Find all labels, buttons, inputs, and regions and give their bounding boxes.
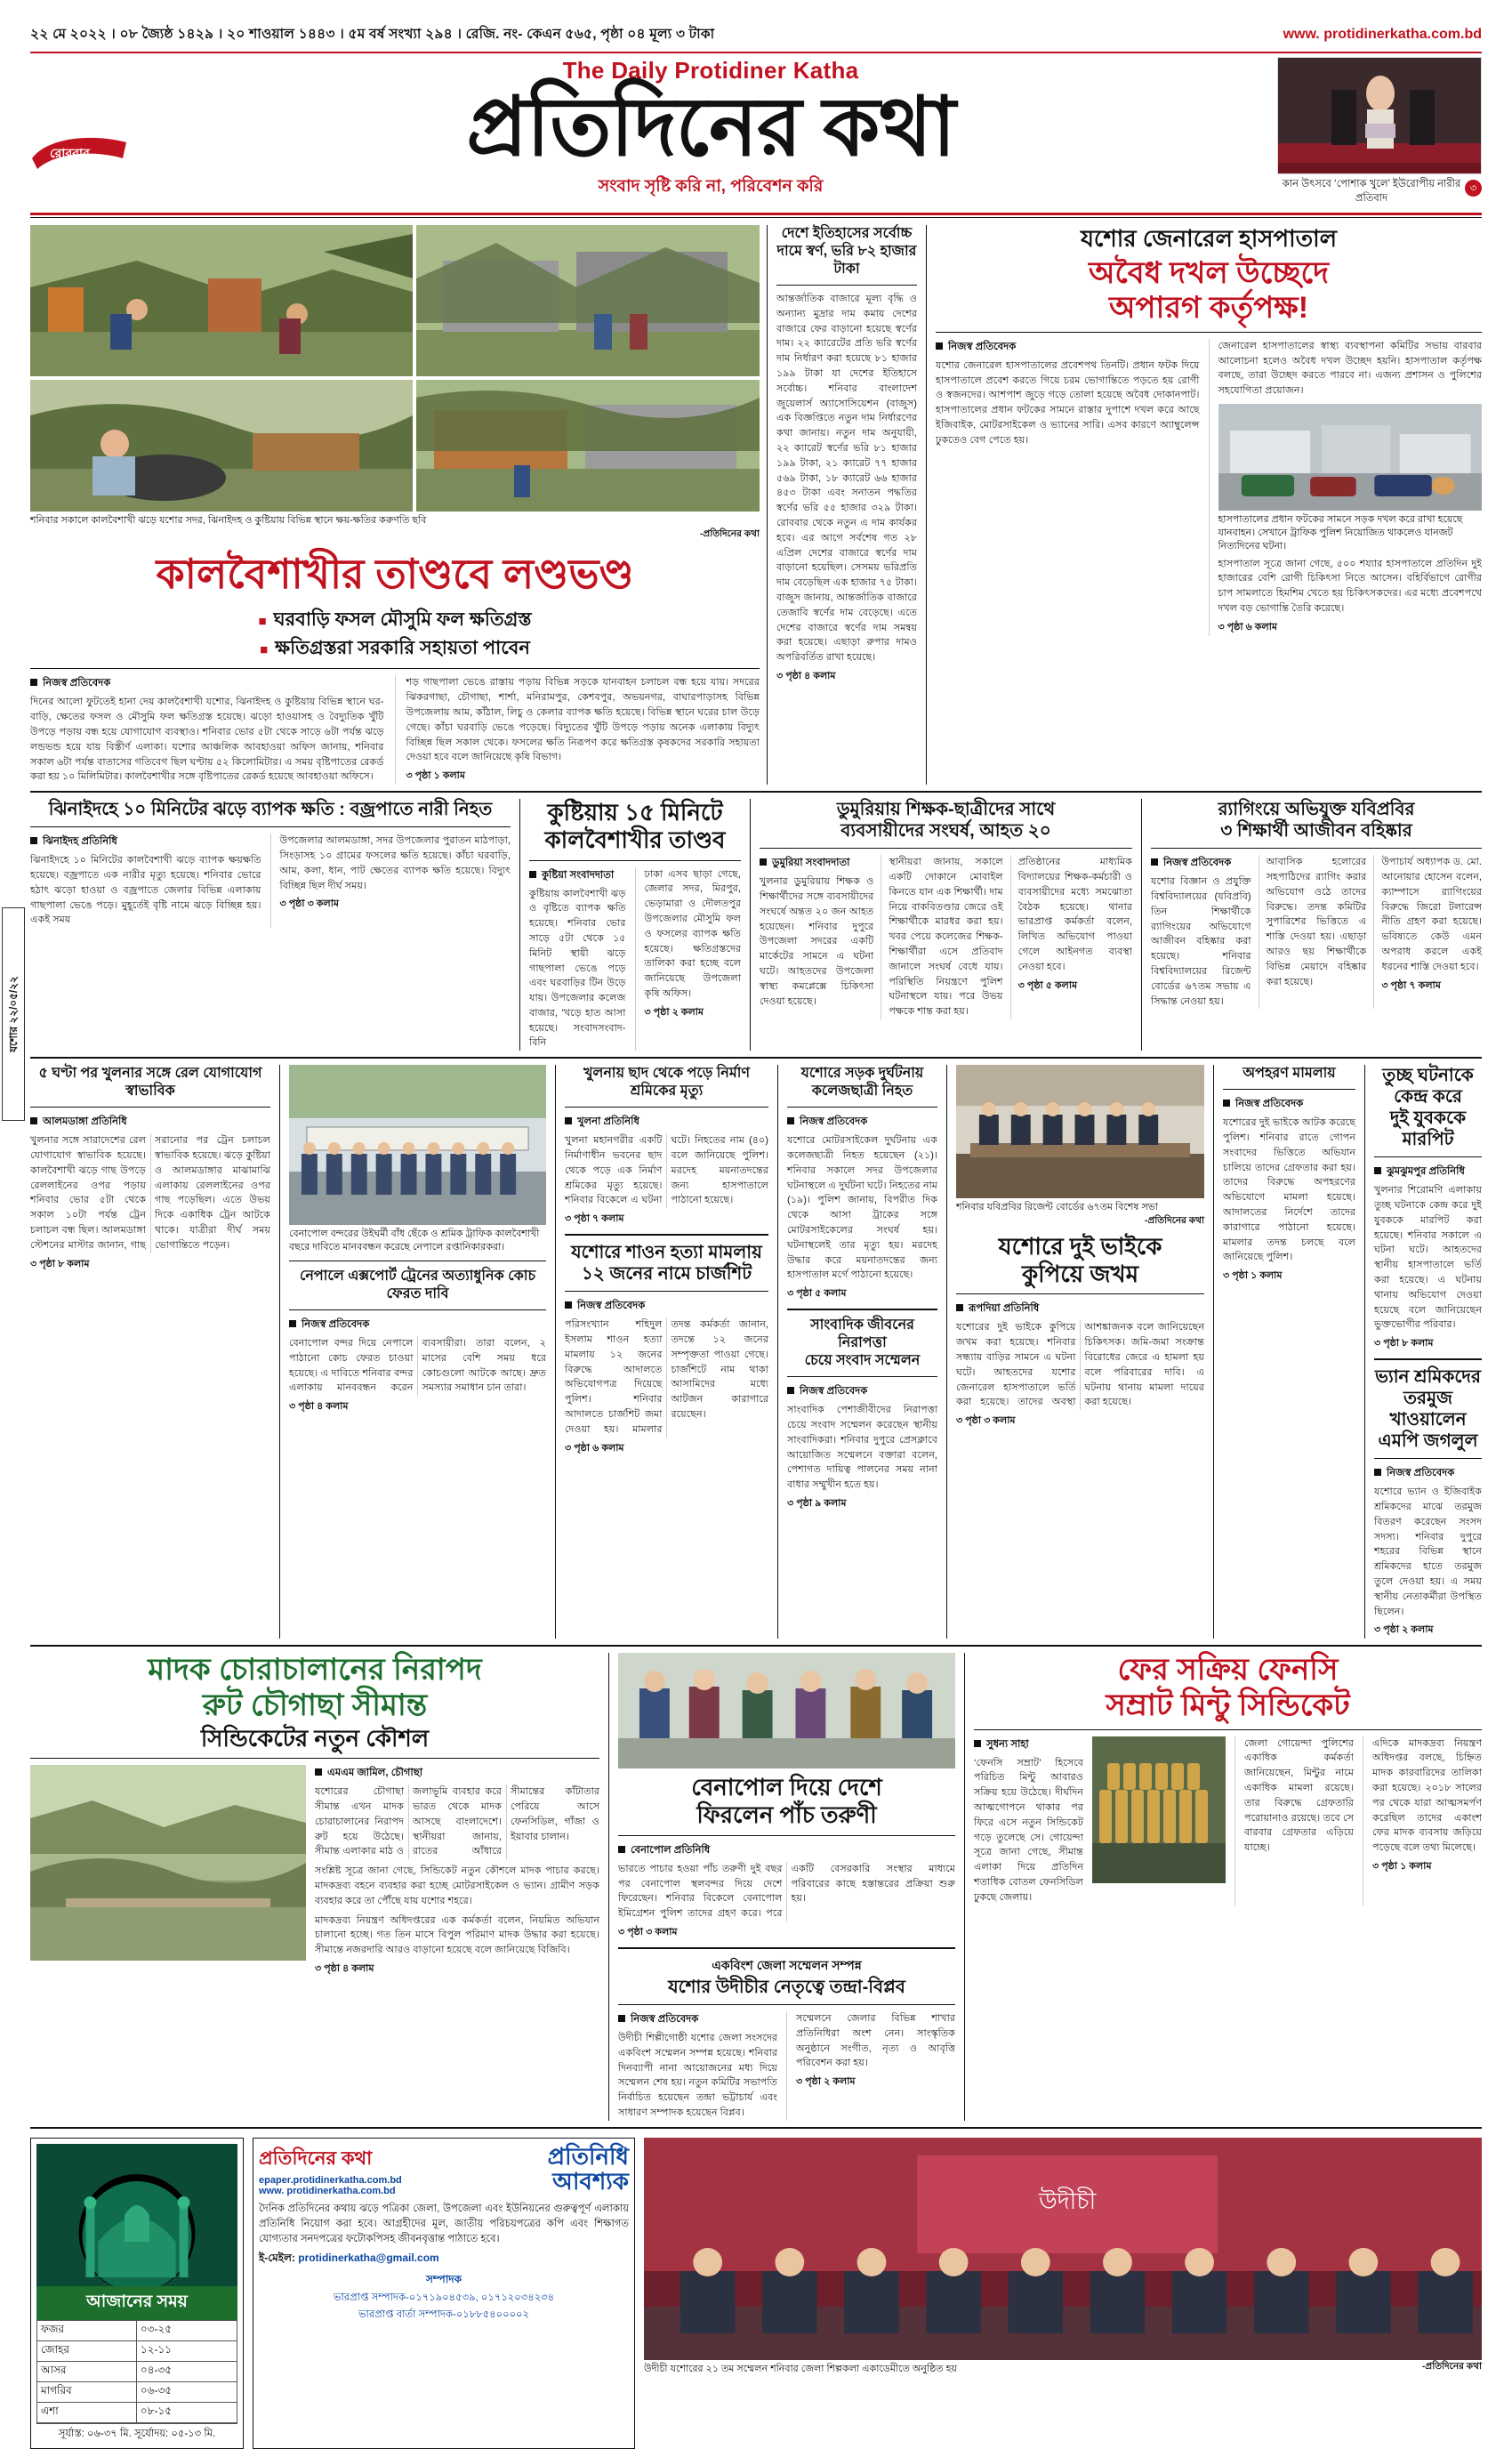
brothers-body: যশোরের দুই ভাইকে কুপিয়ে জখম করা হয়েছে। শনিবার সন্ধ্যায় বাড়ির সামনে এ ঘটনা ঘটে। আহতদের যশোর জেনারেল হাসপাতালে ভর্তি করা হয়েছে। তাদের অবস্থা আশঙ্কাজনক বলে জানিয়েছেন চিকিৎসক। জমি-জমা সংক্রান্ত বিরোধের জেরে এ হামলা হয় বলে পরিবারের দাবি। এ ঘটনায় থানায় মামলা দায়ের করা হয়েছে। [956, 1322, 1204, 1408]
ragging-continuation: ৩ পৃষ্ঠা ৭ কলাম [1381, 979, 1441, 991]
storm-regional-block [30, 799, 511, 1051]
ragging-body [1151, 855, 1482, 1009]
lead-photo-caption-text: শনিবার সকালে কালবৈশাখী ঝড়ে যশোর সদর, ঝিনাইদহ ও কুষ্টিয়ায় বিভিন্ন স্থানে ক্ষয়-ক্ষতির করুণতি ছবি [30, 515, 427, 527]
teachers-col-2 [881, 855, 1002, 1019]
ragging-text-2: আবাসিক হলোরের সহপাঠিদের র‌্যাগিং করার অভিযোগ ওঠে তাদের বিরুদ্ধে। তদন্ত কমিটির সুপারিশের ভিত্তিতে এ শাস্তি দেওয়া হয়। এছাড়া আরও ছয় শিক্ষার্থীকে বিভিন্ন মেয়াদে বহিষ্কার করা হয়েছে। [1266, 857, 1367, 987]
railway-body: খুলনার সঙ্গে সারাদেশের রেল যোগাযোগ স্বাভাবিক হয়েছে। কালবৈশাখী ঝড়ে গাছ উপড়ে রেললাইনের ওপর পড়ায় শনিবার ভোর ৫টা থেকে সকাল ১০টা পর্যন্ত ট্রেন চলাচল বন্ধ ছিল। আলমডাঙ্গা স্টেশনের মাস্টার জানান, গাছ সরানোর পর ট্রেন চলাচল স্বাভাবিক হয়েছে। ঝড়ে কুষ্টিয়া ও আলমডাঙ্গার মাঝামাঝি এলাকায় রেললাইনের ওপর গাছ পড়েছিল। এতে উভয় দিকে একাধিক ট্রেন আটকে থাকে। যাত্রীরা দীর্ঘ সময় ভোগান্তিতে পড়েন। [30, 1135, 270, 1251]
meeting-photo-credit: -প্রতিদিনের কথা [1144, 1215, 1204, 1227]
benapole-byline: বেনাপোল প্রতিনিধি [618, 1842, 955, 1859]
accident-divider [787, 1107, 937, 1108]
kushtia-text-1: কুষ্টিয়ায় কালবৈশাখী ঝড় ও বৃষ্টিতে ব্যাপক ক্ষতি হয়েছে। শনিবার ভোর সাড়ে ৫টা থেকে ১৫ মিনিট স্থায়ী ঝড়ে গাছপালা ভেঙে পড়ে এবং ঘরবাড়ির টিন উড়ে যায়। উপজেলার কলেজ বাজার, ’খড়ে হাত আসা হয়েছে। সংবাদসংবাদ-বিনি [529, 888, 626, 1049]
melon-headline-2: খাওয়ালেন এমপি জগলুল [1378, 1410, 1478, 1452]
murder-headline-2: ১২ জনের নামে চার্জশিট [581, 1264, 752, 1285]
lead-photo-3 [30, 380, 413, 512]
hospital-text-1: যশোর জেনারেল হাসপাতালের প্রবেশপথ তিনটি। প্রধান ফটক দিয়ে হাসপাতালে প্রবেশ করতে গিয়ে চরম ভোগান্তিতে পড়তে হয় রোগী ও স্বজনদের। আশপাশ জুড়ে গড়ে তোলা হয়েছে অবৈধ দোকানপাট। হাসপাতালের প্রধান ফটকের সামনে রাস্তার দুপাশে দখল করে আছে ইজিবাইক, মোটরসাইকেল ও ভ্যানের সারি। এসব কারণে অ্যাম্বুলেন্স ঢুকতেও বেগ পেতে হয়। [936, 359, 1200, 446]
safelife-divider-top [787, 1309, 937, 1310]
udichi-headline: যশোর উদীচীর নেতৃত্বে তন্দ্রা-বিপ্লব [668, 1977, 905, 1997]
teachers-col-1 [760, 855, 873, 1019]
gold-divider [776, 285, 917, 286]
teachers-byline: ডুমুরিয়া সংবাদদাতা [760, 855, 873, 872]
teachers-body [760, 855, 1132, 1019]
melon-headline-1: ভ্যান শ্রমিকদের তরমুজ [1375, 1367, 1481, 1409]
gold-headline: দেশে ইতিহাসের সর্বোচ্চ দামে স্বর্ণ, ভরি ৮২ হাজার টাকা [776, 226, 917, 278]
trash-headline-1: তুচ্ছ ঘটনাকে কেন্দ্র করে [1382, 1066, 1474, 1108]
hospital-headline-1: অবৈধ দখল উচ্ছেদে [1089, 255, 1329, 290]
accident-block [777, 1065, 937, 1639]
ad-editor-label: সম্পাদক [425, 2273, 462, 2286]
ad-header [259, 2144, 629, 2196]
second-band [30, 799, 1482, 1051]
masthead-photo-caption [1277, 178, 1482, 205]
ad-title-line-2: আবশ্যক [552, 2168, 629, 2195]
melon-divider-top [1374, 1358, 1482, 1360]
ragging-divider [1151, 848, 1482, 849]
fensi-divider [974, 1729, 1482, 1730]
udichi-divider [618, 2004, 955, 2005]
trash-melon-block [1364, 1065, 1482, 1639]
ad-epaper-url-2[interactable]: www. protidinerkatha.com.bd [259, 2185, 396, 2196]
hospital-kicker: যশোর জেনারেল হাসপাতাল [1080, 225, 1338, 253]
ad-phone-1: ভারপ্রাপ্ত সম্পাদক-০১৭১৯০৪৫৩৯, ০১৭১২০৩৪২৩৪ [333, 2292, 555, 2304]
railway-divider [30, 1107, 270, 1108]
benapole-continuation: ৩ পৃষ্ঠা ৩ কলাম [618, 1926, 678, 1937]
drugs-content [30, 1765, 599, 1978]
udichi-divider-top [618, 1947, 955, 1949]
ragging-text-3: উপাচার্য অধ্যাপক ড. মো. আনোয়ার হোসেন বলেন, ক্যাম্পাসে র‌্যাগিংয়ের বিরুদ্ধে জিরো টলারেন্স নীতি গ্রহণ করা হয়েছে। ভবিষ্যতে কেউ এমন অপরাধ করলে একই ধরনের শাস্তি দেওয়া হবে। [1381, 857, 1483, 972]
brothers-byline: রূপদিয়া প্রতিনিধি [956, 1301, 1204, 1317]
prayer-name: এশা [37, 2402, 137, 2422]
jhenaidah-byline: ঝিনাইদহ প্রতিনিধি [30, 834, 261, 850]
melon-body: যশোরে ভ্যান ও ইজিবাইক শ্রমিকদের মাঝে তরমুজ বিতরণ করেছেন সংসদ সদস্য। শনিবার দুপুরে শহরের বিভিন্ন স্থানে শ্রমিকদের হাতে তরমুজ তুলে দেওয়া হয়। এ সময় স্থানীয় নেতাকর্মীরা উপস্থিত ছিলেন। [1374, 1486, 1482, 1617]
benapole-headline-2: ফিরলেন পাঁচ তরুণী [696, 1801, 877, 1829]
railway-continuation: ৩ পৃষ্ঠা ৮ কলাম [30, 1258, 90, 1269]
benapole-headline-1: বেনাপোল দিয়ে দেশে [691, 1774, 882, 1801]
masthead-left [30, 57, 144, 171]
prayer-name: মাগরিব [37, 2381, 137, 2402]
ragging-headline-1: র‌্যাগিংয়ে অভিযুক্ত যবিপ্রবির [1218, 800, 1415, 820]
accident-byline: নিজস্ব প্রতিবেদক [787, 1114, 937, 1131]
fensi-text-3: এদিকে মাদকদ্রব্য নিয়ন্ত্রণ অধিদপ্তর বলছে, চিহ্নিত মাদক কারবারিদের তালিকা করা হয়েছে। ২০১৮ সালের পর থেকে যারা আত্মসমর্পণ করেছিল তাদের একাংশ ফের মাদক ব্যবসায় জড়িয়ে পড়েছে বলে তথ্য মিলেছে। [1372, 1737, 1482, 1854]
side-date-tab-label: যশোর ২২/০৫/২২ [2, 907, 25, 1121]
lead-byline: নিজস্ব প্রতিবেদক [30, 675, 384, 692]
masthead-right [1277, 57, 1482, 205]
drugs-photo [30, 1765, 306, 1961]
brothers-headline-1: যশোরে দুই ভাইকে [998, 1233, 1162, 1261]
jhenaidah-body [30, 834, 511, 928]
trash-divider [1374, 1156, 1482, 1157]
drugs-text-1: যশোরের চৌগাছা সীমান্ত এখন মাদক চোরাচালানের নিরাপদ রুট হয়ে উঠেছে। সীমান্ত এলাকার মাঠ ও জলাভূমি ব্যবহার করে ভারত থেকে মাদক আসছে বাংলাদেশে। স্থানীয়রা জানায়, রাতের আঁধারে সীমান্তের কাঁটাতার পেরিয়ে আসে ফেনসিডিল, গাঁজা ও ইয়াবার চালান। [315, 1786, 599, 1857]
jhenaidah-text-1: ঝিনাইদহে ১০ মিনিটের কালবৈশাখী ঝড়ে ব্যাপক ক্ষয়ক্ষতি হয়েছে। বজ্রপাতে এক নারীর মৃত্যু হয়েছে। শনিবার ভোরে হঠাৎ ঝড়ো হাওয়া ও বজ্রপাতে জেলার বিভিন্ন এলাকায় গাছপালা ভেঙে পড়ে। মুহূর্তেই বৃষ্টি নামে ঝড়ে বিচ্ছিন্ন হয়। একই সময় [30, 855, 261, 926]
brothers-continuation: ৩ পৃষ্ঠা ৩ কলাম [956, 1415, 1016, 1427]
prayer-row [37, 2381, 237, 2402]
udichi-col-2 [786, 2011, 955, 2121]
murder-byline: নিজস্ব প্রতিবেদক [565, 1298, 768, 1315]
prayer-times-box [30, 2138, 244, 2449]
prayer-time: ০৬-৩৫ [136, 2381, 237, 2402]
side-date-tab [2, 907, 25, 1121]
fensi-byline: সুধন্য সাহা [974, 1736, 1083, 1753]
teachers-continuation: ৩ পৃষ্ঠা ৫ কলাম [1017, 979, 1078, 991]
udichi-byline: নিজস্ব প্রতিবেদক [618, 2011, 777, 2028]
ad-email-value[interactable]: protidinerkatha@gmail.com [298, 2252, 439, 2265]
kushtia-col-1 [529, 867, 626, 1051]
weekday-ribbon [30, 132, 130, 171]
top-bar [30, 23, 1482, 53]
hospital-byline: নিজস্ব প্রতিবেদক [936, 339, 1200, 356]
nepal-byline: নিজস্ব প্রতিবেদক [289, 1317, 546, 1333]
melon-continuation: ৩ পৃষ্ঠা ২ কলাম [1374, 1624, 1434, 1636]
prayer-time: ০৪-৩৫ [136, 2361, 237, 2381]
fensi-headline-2: সম্রাট মিন্টু সিন্ডিকেট [1106, 1688, 1350, 1722]
lead-bullets [30, 606, 760, 662]
safelife-continuation: ৩ পৃষ্ঠা ৯ কলাম [787, 1498, 847, 1510]
nepal-continuation: ৩ পৃষ্ঠা ৪ কলাম [289, 1401, 349, 1413]
lead-body [30, 675, 760, 785]
english-title: The Daily Protidiner Katha [562, 57, 859, 84]
fensi-headline-1: ফের সক্রিয় ফেনসি [1117, 1653, 1339, 1688]
hospital-photo [1218, 404, 1483, 511]
brothers-headline-2: কুপিয়ে জখম [1021, 1260, 1139, 1287]
teachers-headline-1: ডুমুরিয়ায় শিক্ষক-ছাত্রীদের সাথে [836, 800, 1056, 820]
prayer-row [37, 2402, 237, 2422]
masthead-photo [1277, 57, 1482, 174]
lead-body-text-1: দিনের আলো ফুটতেই হানা দেয় কালবৈশাখী যশোর, ঝিনাইদহ ও কুষ্টিয়ায় বিভিন্ন স্থানে ঘর-বাড়ি, ক্ষেতের ফসল ও মৌসুমি ফল ক্ষতিগ্রস্ত হয়েছে। ঝড়ো হাওয়াসহ ও বৈদ্যুতিক খুঁটি উপড়ে পড়ায় বন্ধ হয়ে যোগাযোগ ব্যবস্থাও। শনিবার ভোর ৫টা থেকে সাড়ে ৬টা পর্যন্ত ঝড়ে লন্ডভন্ড হয়ে যায় বিস্তীর্ণ এলাকা। যশোর আঞ্চলিক আবহাওয়া অফিস জানায়, শনিবার সকাল ৬টা পর্যন্ত বাতাসের গতিবেগ ছিল ঘণ্টায় ৫২ কিলোমিটার। এ সময় বৃষ্টিপাতের রেকর্ড করা হয় ১০ মিলিমিটার। কালবৈশাখীর সঙ্গে বৃষ্টিপাতের রেকর্ড হয়েছে আবহাওয়া অফিসে। [30, 697, 384, 783]
safelife-divider [787, 1376, 937, 1377]
fensi-photo-wrap [1092, 1736, 1226, 1905]
benapole-body: ভারতে পাচার হওয়া পাঁচ তরুণী দুই বছর পর বেনাপোল স্থলবন্দর দিয়ে দেশে ফিরেছেন। শনিবার বিকেলে বেনাপোল ইমিগ্রেশন পুলিশ তাদের গ্রহণ করে। পরে একটি বেসরকারি সংস্থার মাধ্যমে পরিবারের কাছে হস্তান্তরের প্রক্রিয়া শুরু হয়। [618, 1863, 955, 1920]
drugs-byline: এমএম জামিল, চৌগাছা [315, 1765, 599, 1782]
lead-photo-row-2 [30, 380, 760, 512]
ragging-byline: নিজস্ব প্রতিবেদক [1151, 855, 1251, 872]
teachers-headline-2: ব্যবসায়ীদের সংঘর্ষ, আহত ২০ [840, 821, 1051, 842]
accident-body: যশোরে মোটরসাইকেল দুর্ঘটনায় এক কলেজছাত্রী নিহত হয়েছেন (২১)। শনিবার সকালে সদর উপজেলার ঘটনাস্থলে এ দুর্ঘটনা ঘটে। নিহতের নাম (১৯)। পুলিশ জানায়, বিপরীত দিক থেকে আসা ট্রাকের সঙ্গে মোটরসাইকেলের সংঘর্ষ হয়। ঘটনাস্থলেই তার মৃত্যু হয়। মরদেহ উদ্ধার করে ময়নাতদন্তের জন্য হাসপাতাল মর্গে পাঠানো হয়েছে। [787, 1135, 937, 1281]
ragging-text-1: যশোর বিজ্ঞান ও প্রযুক্তি বিশ্ববিদ্যালয়ের (যবিপ্রবি) তিন শিক্ষার্থীকে র‌্যাগিংয়ের অভিযোগে আজীবন বহিষ্কার করা হয়েছে। শনিবার বিশ্ববিদ্যালয়ের রিজেন্ট বোর্ডের ৬৭তম সভায় এ সিদ্ধান্ত নেওয়া হয়। [1151, 876, 1251, 1007]
kushtia-headline-2: কালবৈশাখীর তাণ্ডব [544, 826, 726, 853]
nepal-body: বেনাপোল বন্দর দিয়ে নেপালে পাঠানো কোচ ফেরত চাওয়া হয়েছে। এ দাবিতে শনিবার বন্দর এলাকায় মানববন্ধন করেন ব্যবসায়ীরা। তারা বলেন, ২ মাসের বেশি সময় ধরে কোচগুলো আটকে আছে। দ্রুত সমস্যার সমাধান চান তারা। [289, 1337, 546, 1394]
melon-byline: নিজস্ব প্রতিবেদক [1374, 1465, 1482, 1482]
court-divider [1223, 1089, 1355, 1090]
jhenaidah-continuation: ৩ পৃষ্ঠা ৩ কলাম [279, 898, 339, 910]
drugs-text-3: মাদকদ্রব্য নিয়ন্ত্রণ অধিদপ্তরের এক কর্মকর্তা বলেন, নিয়মিত অভিযান চালানো হচ্ছে। গত তিন মাসে বিপুল পরিমাণ মাদক উদ্ধার করা হয়েছে। সীমান্তে নজরদারি আরও বাড়ানো হয়েছে বলে জানিয়েছে বিজিবি। [315, 1914, 599, 1956]
udichi-body [618, 2011, 955, 2121]
masthead [30, 53, 1482, 205]
teachers-text-1: খুলনার ডুমুরিয়ায় শিক্ষক ও শিক্ষার্থীদের সঙ্গে ব্যবসায়ীদের সংঘর্ষে অন্তত ২০ জন আহত হয়েছেন। শনিবার দুপুরে উপজেলা সদরের একটি মার্কেটের সামনে এ ঘটনা ঘটে। আহতদের উপজেলা স্বাস্থ্য কমপ্লেক্সে চিকিৎসা দেওয়া হয়েছে। [760, 876, 874, 1007]
meeting-photo [956, 1065, 1204, 1198]
lead-continuation: ৩ পৃষ্ঠা ১ কলাম [406, 770, 465, 782]
lead-photo-row-1 [30, 225, 760, 376]
bottom-photo-caption-row [644, 2360, 1482, 2376]
prayer-table [36, 2320, 237, 2423]
meeting-block [946, 1065, 1204, 1639]
safelife-byline: নিজস্ব প্রতিবেদক [787, 1383, 937, 1400]
masthead-divider [30, 213, 1482, 215]
kushtia-continuation: ৩ পৃষ্ঠা ২ কলাম [644, 1006, 704, 1018]
accident-headline-2: কলেজছাত্রী নিহত [811, 1084, 913, 1100]
hospital-continuation: ৩ পৃষ্ঠা ৬ কলাম [1218, 621, 1277, 632]
benapole-divider [618, 1835, 955, 1836]
railway-headline: ৫ ঘণ্টা পর খুলনার সঙ্গে রেল যোগাযোগ স্বাভাবিক [38, 1066, 262, 1100]
bottom-photo-caption: উদীচী যশোরের ২১ তম সম্মেলন শনিবার জেলা শিল্পকলা একাডেমীতে অনুষ্ঠিত হয় [644, 2363, 957, 2374]
murder-body: পরিসংখ্যান শহিদুল ইসলাম শাওন হত্যা মামলায় ১২ জনের বিরুদ্ধে আদালতে অভিযোগপত্র দিয়েছে পুলিশ। শনিবার আদালতে চার্জশিট জমা দেওয়া হয়। মামলার তদন্ত কর্মকর্তা জানান, তদন্তে ১২ জনের সম্পৃক্ততা পাওয়া গেছে। চার্জশিটে নাম থাকা আসামিদের মধ্যে আটজন কারাগারে রয়েছেন। [565, 1319, 768, 1435]
court-body: যশোরের দুই ভাইকে আটক করেছে পুলিশ। শনিবার রাতে গোপন সংবাদের ভিত্তিতে অভিযান চালিয়ে তাদের গ্রেফতার করা হয়। তাদের বিরুদ্ধে অপহরণের অভিযোগে মামলা হয়েছে। আদালতের নির্দেশে তাদের কারাগারে পাঠানো হয়েছে। মামলার তদন্ত চলছে বলে জানিয়েছে পুলিশ। [1223, 1117, 1355, 1263]
accident-continuation: ৩ পৃষ্ঠা ৫ কলাম [787, 1288, 847, 1300]
fensi-text-1: ‘ফেনসি সম্রাট’ হিসেবে পরিচিত মিন্টু আবারও সক্রিয় হয়ে উঠেছে। দীর্ঘদিন আত্মগোপনে থাকার পর ফিরে এসে নতুন সিন্ডিকেট গড়ে তুলেছে সে। গোয়েন্দা সূত্রে জানা গেছে, সীমান্ত এলাকা দিয়ে প্রতিদিন শতাধিক বোতল ফেনসিডিল ঢুকছে জেলায়। [974, 1757, 1083, 1903]
drugs-subhead: সিন্ডিকেটের নতুন কৌশল [200, 1724, 430, 1752]
udichi-text-1: উদীচী শিল্পীগোষ্ঠী যশোর জেলা সংসদের একবিংশ সম্মেলন সম্পন্ন হয়েছে। শনিবার দিনব্যাপী নানা আয়োজনের মধ্য দিয়ে সম্মেলন শেষ হয়। নতুন কমিটির সভাপতি নির্বাচিত হয়েছেন তন্দ্রা ভট্টাচার্য এবং সাধারণ সম্পাদক হয়েছেন বিপ্লব। [618, 2032, 777, 2118]
drugs-headline-1: মাদক চোরাচালানের নিরাপদ [148, 1653, 482, 1688]
teachers-block [760, 799, 1142, 1051]
banner-photo-block [279, 1065, 546, 1639]
gold-body: আন্তর্জাতিক বাজারে মূল্য বৃদ্ধি ও অন্যান্য মুদ্রার দাম কমায় দেশের বাজারে ফের বাড়ানো হয়েছে স্বর্ণের দাম। ২২ ক্যারেটের প্রতি ভরি স্বর্ণের দাম নির্ধারণ করা হয়েছে ৮১ হাজার ১৯৯ টাকা যা দেশের ইতিহাসে সর্বোচ্চ। শনিবার বাংলাদেশ জুয়েলার্স অ্যাসোসিয়েশন (বাজুস) এক বিজ্ঞপ্তিতে নতুন দাম নির্ধারণের কথা জানায়। নতুন দাম অনুযায়ী, ২২ ক্যারেট স্বর্ণের ভরি ৮১ হাজার ১৯৯ টাকা, ২১ ক্যারেট ৭৭ হাজার ৫৬৯ টাকা, ১৮ ক্যারেট ৬৬ হাজার ৪৫৩ টাকা এবং সনাতন পদ্ধতির স্বর্ণের ভরি ৫৫ হাজার ৩২৯ টাকা। রোববার থেকে নতুন এ দাম কার্যকর হবে। এর আগে সর্বশেষ গত ২৮ এপ্রিল দেশের বাজারে স্বর্ণের দাম বাড়ানো হয়েছিল। সেসময় ভরিপ্রতি দাম বেড়েছিল এক হাজার ৭৫ টাকা। বাজুস জানায়, আন্তর্জাতিক বাজারে তেজাবি স্বর্ণের দাম বেড়েছে। এতে দেশের বাজারে স্বর্ণের দাম সমন্বয় করা হয়েছে। এছাড়া রুপার দামও অপরিবর্তিত রাখা হয়েছে। [776, 294, 917, 664]
udichi-text-2: সম্মেলনে জেলার বিভিন্ন শাখার প্রতিনিধিরা অংশ নেন। সাংস্কৃতিক অনুষ্ঠানে সংগীত, নৃত্য ও আবৃত্তি পরিবেশন করা হয়। [796, 2012, 955, 2069]
jhenaidah-col-1 [30, 834, 261, 928]
kushtia-divider [529, 860, 741, 861]
prayer-name: ফজর [37, 2320, 137, 2340]
court-byline: নিজস্ব প্রতিবেদক [1223, 1096, 1355, 1113]
fensi-content [974, 1736, 1482, 1905]
lead-body-col-1 [30, 675, 384, 785]
fensi-photo [1092, 1736, 1226, 1883]
kushtia-byline: কুষ্টিয়া সংবাদদাতা [529, 867, 626, 884]
roof-byline: খুলনা প্রতিনিধি [565, 1114, 768, 1131]
bottom-photo-block [644, 2138, 1482, 2449]
melon-divider [1374, 1458, 1482, 1459]
hospital-photo-caption: হাসপাতালের প্রধান ফটকের সামনে সড়ক দখল করে রাখা হয়েছে যানবাহন। সেখানে ট্রাফিক পুলিশ নিয়োজিত থাকলেও যানজট নিত্যদিনের ঘটনা। [1218, 514, 1463, 552]
meeting-photo-caption: শনিবার যবিপ্রবির রিজেন্ট বোর্ডের ৬৭তম বিশেষ সভা [956, 1202, 1159, 1213]
jhenaidah-text-2: উপজেলার আলমডাঙ্গা, সদর উপজেলার পুরাতন মাঠপাড়া, সিংড়াসহ ১০ গ্রামের ফসলের ক্ষতি হয়েছে। কাঁচা ঘরবাড়ি, আম, কলা, ধান, পাট ক্ষেতের ব্যাপক ক্ষতি হয়েছে। বিদ্যুৎ বিচ্ছিন্ন ছিল দীর্ঘ সময়। [279, 835, 511, 891]
lead-photo-2 [416, 225, 760, 376]
teachers-text-3: প্রতিষ্ঠানের মাধ্যমিক বিদ্যালয়ের শিক্ষক-কর্মচারী ও ব্যবসায়ীদের মধ্যে সমঝোতা বৈঠক হয়েছে। থানার ভারপ্রাপ্ত কর্মকর্তা বলেন, লিখিত অভিযোগ পাওয়া গেলে আইনগত ব্যবস্থা নেওয়া হবে। [1017, 857, 1132, 972]
drugs-continuation: ৩ পৃষ্ঠা ৪ কলাম [315, 1963, 374, 1975]
drugs-block [30, 1653, 599, 2120]
prayer-row [37, 2340, 237, 2361]
lead-headline: কালবৈশাখীর তাণ্ডবে লণ্ডভণ্ড [156, 550, 634, 597]
roof-body: খুলনা মহানগরীর একটি নির্মাণাধীন ভবনের ছাদ থেকে পড়ে এক নির্মাণ শ্রমিকের মৃত্যু হয়েছে। শনিবার বিকেলে এ ঘটনা ঘটে। নিহতের নাম (৪০) বলে জানিয়েছে পুলিশ। মরদেহ ময়নাতদন্তের জন্য হাসপাতালে পাঠানো হয়েছে। [565, 1135, 768, 1206]
jhenaidah-col-2 [270, 834, 511, 928]
lead-bullet-1: ■ ঘরবাড়ি ফসল মৌসুমি ফল ক্ষতিগ্রস্ত [30, 606, 760, 634]
kushtia-col-2 [635, 867, 742, 1051]
slogan: সংবাদ সৃষ্টি করি না, পরিবেশন করি [598, 177, 824, 196]
accident-headline-1: যশোরে সড়ক দুর্ঘটনায় [800, 1066, 924, 1082]
website-url[interactable]: www. protidinerkatha.com.bd [1283, 27, 1482, 42]
murder-divider-top [565, 1234, 768, 1236]
fourth-band [30, 1653, 1482, 2120]
jhenaidah-divider [30, 826, 511, 827]
lead-photo-caption [30, 514, 760, 528]
masthead-photo-caption-text: কান উৎসবে ‘পোশাক খুলে’ ইউরোপীয় নারীর প্রতিবাদ [1282, 179, 1461, 204]
hospital-body-top [936, 339, 1482, 636]
kushtia-block [519, 799, 751, 1051]
lead-photo-credit: -প্রতিদিনের কথা [699, 528, 760, 539]
sunrise-sunset: সূর্যাস্ত: ০৬-৩৭ মি. সূর্যোদয়: ০৫-১৩ মি. [36, 2423, 237, 2443]
railway-byline: আলমডাঙ্গা প্রতিনিধি [30, 1114, 270, 1131]
mosque-illustration [36, 2144, 237, 2286]
drugs-headline-2: রুট চৌগাছা সীমান্ত [202, 1688, 428, 1722]
brothers-divider [956, 1293, 1204, 1294]
udichi-col-1 [618, 2011, 777, 2121]
ad-title [548, 2144, 629, 2195]
fensi-col-1 [974, 1736, 1083, 1905]
lead-photo-4 [416, 380, 760, 512]
ad-body: দৈনিক প্রতিদিনের কথায় ঝড়ে পত্রিকা জেলা, উপজেলা এবং ইউনিয়নের গুরুত্বপূর্ণ এলাকায় প্রতিনিধি নিয়োগ করা হবে। আগ্রহীদের মূল, জাতীয় পরিচয়পত্রের কপি এবং শিক্ষাগত যোগ্যতার সনদপত্রের ফটোকপিসহ জীবনবৃত্তান্ত পাঠাতে হবে। [259, 2203, 629, 2245]
murder-continuation: ৩ পৃষ্ঠা ৬ কলাম [565, 1442, 624, 1454]
drugs-text-wrap [315, 1765, 599, 1978]
logo-text: প্রতিদিনের কথা [466, 82, 955, 173]
trash-byline: ঝুমঝুমপুর প্রতিনিধি [1374, 1164, 1482, 1180]
footer [30, 2138, 1482, 2449]
roof-divider [565, 1107, 768, 1108]
hospital-block [927, 225, 1482, 785]
drugs-text-2: সংশ্লিষ্ট সূত্রে জানা গেছে, সিন্ডিকেট নতুন কৌশলে মাদক পাচার করছে। মাদকদ্রব্য বহনে ব্যবহার করা হচ্ছে মোটরসাইকেল ও ভ্যান। গ্রামীণ সড়ক ব্যবহার করে তা পৌঁছে যায় যশোর শহরে। [315, 1865, 599, 1906]
roof-headline: খুলনায় ছাদ থেকে পড়ে নির্মাণ শ্রমিকের মৃত্যু [583, 1066, 751, 1100]
lead-body-col-2 [395, 675, 760, 785]
ad-epaper-url-1[interactable]: epaper.protidinerkatha.com.bd [259, 2174, 402, 2186]
safelife-headline-2: চেয়ে সংবাদ সম্মেলন [804, 1353, 921, 1369]
benapole-photo [618, 1653, 955, 1768]
lead-divider [30, 668, 760, 669]
page-ref-badge: ৩ [1465, 180, 1482, 197]
section-divider-2 [30, 1057, 1482, 1059]
lead-block [30, 225, 760, 785]
murder-headline-1: যশোরে শাওন হত্যা মামলায় [571, 1243, 762, 1263]
banner-photo-caption: বেনাপোল বন্দরের উইঘর্মী বাঁধ ছেঁকে ও শ্রমিক ট্রাফিক কালবৈশাখী বছরে দাবিতে মানববন্ধন করেছে নেপালে রপ্তানিকারকরা। [289, 1229, 540, 1253]
svg-text:উদীচী: উদীচী [1038, 2188, 1097, 2215]
court-block [1213, 1065, 1355, 1639]
fensi-text-2: জেলা গোয়েন্দা পুলিশের একাধিক কর্মকর্তা জানিয়েছেন, মিন্টুর নামে একাধিক মামলা রয়েছে। তার বিরুদ্ধে গ্রেফতারি পরোয়ানাও রয়েছে। তবে সে বারবার গ্রেফতার এড়িয়ে যাচ্ছে। [1244, 1737, 1354, 1854]
issue-line: ২২ মে ২০২২ । ০৮ জ্যৈষ্ঠ ১৪২৯ । ২০ শাওয়াল ১৪৪৩ । ৫ম বর্ষ সংখ্যা ২৯৪ । রেজি. নং- কেএন ৫৬৫, পৃষ্ঠা ০৪ মূল্য ৩ টাকা [30, 27, 715, 42]
drugs-photo-wrap [30, 1765, 306, 1978]
udichi-kicker: একবিংশ জেলা সম্মেলন সম্পন্ন [712, 1957, 862, 1972]
court-continuation: ৩ পৃষ্ঠা ১ কলাম [1223, 1270, 1283, 1282]
hospital-text-2: জেনারেল হাসপাতালের স্বাস্থ্য ব্যবস্থাপনা কমিটির সভায় বারবার আলোচনা হলেও অবৈধ দখল উচ্ছেদ হয়নি। হাসপাতাল কর্তৃপক্ষ বলছে, তারা উচ্ছেদ করতে পারবে না। এজন্য প্রশাসন ও পুলিশের সহযোগিতা প্রয়োজন। [1218, 340, 1482, 397]
prayer-time: ০৮-১৫ [136, 2402, 237, 2422]
roof-block [555, 1065, 768, 1639]
ad-brand [259, 2144, 402, 2196]
hospital-col-2 [1209, 339, 1483, 636]
prayer-row [37, 2361, 237, 2381]
hospital-divider [936, 332, 1482, 333]
bottom-photo [644, 2138, 1482, 2360]
banner-photo [289, 1065, 546, 1225]
gold-continuation: ৩ পৃষ্ঠা ৪ কলাম [776, 670, 836, 681]
teachers-col-3 [1010, 855, 1132, 1019]
section-divider-3 [30, 1645, 1482, 1647]
lead-body-text-2: শড় গাছপালা ভেঙে রাস্তায় পড়ায় বিভিন্ন সড়কে যানবাহন চলাচল বন্ধ হয়ে যায়। সদরের ঝিকরগাছা, চৌগাছা, শার্শা, মনিরামপুর, কেশবপুর, অভয়নগর, বাঘারপাড়াসহ বিভিন্ন উপজেলায় আম, কাঁঠাল, লিচু ও কেলার ব্যাপক ক্ষতি হয়েছে। বিভিন্ন স্থানে ঘরের চাল উড়ে গেছে। কাঁচা ঘরবাড়ি ভেঙে পড়েছে। বিদ্যুতের খুঁটি উপড়ে পড়ায় অনেক এলাকায় বিদ্যুৎ বিচ্ছিন্ন ছিল সকাল থেকে। ফসলের ক্ষতি নিরূপণ করে ক্ষতিগ্রস্ত কৃষকদের সরকারি সহায়তা দেওয়া হবে বলে জানিয়েছে কৃষি বিভাগ। [406, 677, 760, 763]
safelife-body: সাংবাদিক পেশাজীবীদের নিরাপত্তা চেয়ে সংবাদ সম্মেলন করেছেন স্থানীয় সাংবাদিকরা। শনিবার দুপুরে প্রেসক্লাবে আয়োজিত সম্মেলনে বক্তারা বলেন, পেশাগত দায়িত্ব পালনের সময় নানা বাধার সম্মুখীন হতে হয়। [787, 1405, 937, 1491]
kushtia-body [529, 867, 741, 1051]
ragging-col-2 [1259, 855, 1367, 1009]
teachers-text-2: স্থানীয়রা জানায়, সকালে একটি দোকানে মোবাইল কিনতে যান এক শিক্ষার্থী। দাম নিয়ে বাকবিতণ্ডার জেরে ওই শিক্ষার্থীকে মারধর করা হয়। খবর পেয়ে কলেজের শিক্ষক-শিক্ষার্থীরা এসে প্রতিবাদ জানালে সংঘর্ষ বেধে যায়। পরিস্থিতি নিয়ন্ত্রণে পুলিশ ঘটনাস্থলে যায়। পরে উভয় পক্ষকে শান্ত করা হয়। [889, 857, 1003, 1018]
section-divider-4 [30, 2127, 1482, 2129]
ad-logo-text: প্রতিদিনের কথা [259, 2147, 373, 2169]
trash-headline-2: দুই যুবককে মারপিট [1389, 1108, 1467, 1150]
benapole-block [608, 1653, 955, 2120]
hospital-headline-2: অপারগ কর্তৃপক্ষ! [1108, 290, 1309, 325]
kushtia-text-2: ঢাকা এসব ছাড়া গেছে, জেলার সদর, মিরপুর, ভেড়ামারা ও দৌলতপুর উপজেলার মৌসুমি ফল ও ফসলের ব্যাপক ক্ষতি হয়েছে। ক্ষতিগ্রস্তদের তালিকা করা হচ্ছে বলে জানিয়েছে উপজেলা কৃষি অফিস। [644, 868, 741, 999]
udichi-continuation: ৩ পৃষ্ঠা ২ কলাম [796, 2076, 856, 2088]
teachers-divider [760, 848, 1132, 849]
hospital-text-3: হাসপাতাল সূত্রে জানা গেছে, ৫০০ শয্যার হাসপাতালে প্রতিদিন দুই হাজারের বেশি রোগী চিকিৎসা নিতে আসেন। বহির্বিভাগে রোগীর চাপ সামলাতে হিমশিম খেতে হয় চিকিৎসকদের। এর মধ্যে প্রবেশপথে দখল বড় ভোগান্তি তৈরি করেছে। [1218, 558, 1482, 614]
masthead-divider-thin [30, 217, 1482, 218]
fensi-continuation: ৩ পৃষ্ঠা ১ কলাম [1372, 1860, 1432, 1872]
kushtia-headline-1: কুষ্টিয়ায় ১৫ মিনিটে [547, 799, 723, 826]
lead-bullet-2: ■ ক্ষতিগ্রস্তরা সরকারি সহায়তা পাবেন [30, 634, 760, 663]
jhenaidah-headline: ঝিনাইদহে ১০ মিনিটের ঝড়ে ব্যাপক ক্ষতি : বজ্রপাতে নারী নিহত [48, 800, 493, 820]
fensi-block [964, 1653, 1482, 2120]
nepal-divider [289, 1309, 546, 1310]
weekday-label: রোববার [50, 146, 90, 160]
fensi-col-3 [1363, 1736, 1482, 1905]
prayer-name: জোহর [37, 2340, 137, 2361]
third-band [30, 1065, 1482, 1639]
top-section [30, 225, 1482, 785]
drugs-divider [30, 1758, 599, 1759]
recruitment-ad [253, 2138, 635, 2449]
prayer-title: আজানের সময় [36, 2286, 237, 2320]
ragging-col-3 [1373, 855, 1482, 1009]
hospital-col-1 [936, 339, 1200, 636]
ragging-block [1151, 799, 1482, 1051]
ad-email-label: ই-মেইল: [259, 2252, 295, 2265]
prayer-name: আসর [37, 2361, 137, 2381]
prayer-row [37, 2320, 237, 2340]
ad-email-row [259, 2251, 629, 2268]
nepal-headline: নেপালে এক্সপোর্ট ট্রেনের অত্যাধুনিক কোচ ফেরত দাবি [299, 1268, 536, 1301]
railway-block [30, 1065, 270, 1639]
fensi-col-2 [1235, 1736, 1354, 1905]
gold-block [767, 225, 927, 785]
ad-phone-2: ভারপ্রাপ্ত বার্তা সম্পাদক-০১৮৮৫৪০০০০২ [358, 2309, 530, 2321]
murder-divider [565, 1291, 768, 1292]
prayer-time: ০৩-২৫ [136, 2320, 237, 2340]
bottom-photo-credit: -প্রতিদিনের কথা [1421, 2360, 1482, 2372]
roof-continuation: ৩ পৃষ্ঠা ৭ কলাম [565, 1213, 624, 1225]
ragging-col-1 [1151, 855, 1251, 1009]
court-headline: অপহরণ মামলায় [1243, 1066, 1336, 1082]
trash-continuation: ৩ পৃষ্ঠা ৮ কলাম [1374, 1338, 1434, 1349]
trash-body: খুলনার শিরোমণি এলাকায় তুচ্ছ ঘটনাকে কেন্দ্র করে দুই যুবককে মারপিট করা হয়েছে। শনিবার সকালে এ ঘটনা ঘটে। আহতদের স্থানীয় হাসপাতালে ভর্তি করা হয়েছে। এ ঘটনায় থানায় অভিযোগ দেওয়া হয়েছে বলে জানিয়েছেন ভুক্তভোগীর পরিবার। [1374, 1185, 1482, 1331]
section-divider-1 [30, 791, 1482, 793]
masthead-center [144, 57, 1277, 202]
prayer-time: ১২-১১ [136, 2340, 237, 2361]
ragging-headline-2: ৩ শিক্ষার্থী আজীবন বহিষ্কার [1220, 821, 1412, 842]
ad-title-line-1: প্রতিনিধি [547, 2142, 629, 2170]
safelife-headline-1: সাংবাদিক জীবনের নিরাপত্তা [810, 1317, 914, 1351]
lead-photo-1 [30, 225, 413, 376]
